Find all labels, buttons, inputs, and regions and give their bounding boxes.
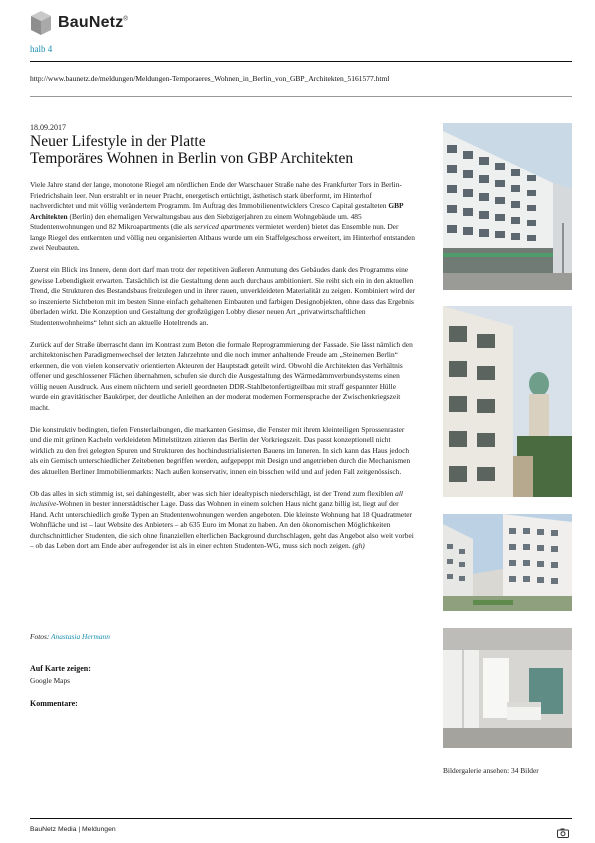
gallery-image-3[interactable] bbox=[443, 514, 572, 611]
google-maps-link[interactable]: Google Maps bbox=[30, 676, 71, 685]
footer-text: BauNetz Media | Meldungen bbox=[30, 826, 116, 833]
gallery-link[interactable]: Bildergalerie ansehen: 34 Bilder bbox=[443, 766, 539, 775]
photographer-link[interactable]: Anastasia Hermann bbox=[51, 632, 110, 641]
map-heading: Auf Karte zeigen: bbox=[30, 664, 91, 673]
logo-cube-icon bbox=[30, 10, 52, 36]
footer-divider bbox=[30, 818, 572, 819]
header-divider bbox=[30, 61, 572, 62]
section-link[interactable]: halb 4 bbox=[30, 44, 53, 54]
architect-name: GBP Architekten bbox=[30, 201, 404, 221]
paragraph-4: Die konstruktiv bedingten, tiefen Fensterlaibungen, die markanten Gesimse, die Fenster mit ihrem kleinteiligen Sprossenraster und die mit grünen Kacheln verkleideten Mittelstützen zitieren das Berlin der Vorkriegszeit. Das passt konzeptionell nicht wirklich zu den frei gelegten Spuren und Strukturen des hochindustrialisierten Bauens im Inneren. In sich kann das Haus jedoch als ein Gemisch unterschiedlicher Zeitebenen begriffen werden, aufgepeppt mit Design und angetrieben durch die Mechanismen des aktuellen Berliner Immobilienmarkts: Nach außen konservativ, innen ein bisschen wild und auf jeden Fall zeitgenössisch. bbox=[30, 424, 411, 476]
gallery-image-1[interactable] bbox=[443, 123, 572, 290]
brand-name: BauNetz® bbox=[58, 14, 129, 31]
paragraph-5: Ob das alles in sich stimmig ist, sei dahingestellt, aber was sich hier idealtypisch niederschlägt, ist der Trend zum flexiblen all inclusive-Wohnen in bester innerstädtischer Lage. Dass das Wohnen in einem solchen Haus nicht ganz billig ist, liegt auf der Hand. Acht unterschiedlich große Typen an Studentenwohnungen werden angeboten. Die kleinste Wohnung hat 18 Quadratmeter Wohnfläche und ist – laut Website des Anbieters – ab 635 Euro im Monat zu haben. An den ökonomischen Möglichkeiten durchschnittlicher Studenten, die sich ohne finanziellen elterlichen Background durchschlagen, geht das Angebot also weit vorbei – ob das Leben dort am Ende aber aufregender ist als in einer echten Studenten-WG, muss sich noch zeigen. (gh) bbox=[30, 488, 414, 550]
article-title bbox=[30, 133, 430, 167]
comments-heading: Kommentare: bbox=[30, 699, 78, 708]
photo-credit: Fotos: Anastasia Hermann bbox=[30, 632, 110, 641]
camera-icon[interactable] bbox=[557, 825, 569, 835]
article-url: http://www.baunetz.de/meldungen/Meldungen-Temporaeres_Wohnen_in_Berlin_von_GBP_Architekten_5161577.html bbox=[30, 74, 390, 83]
paragraph-2: Zuerst ein Blick ins Innere, denn dort darf man trotz der repetitiven äußeren Anmutung des Gebäudes dank des Programms eine gewisse Lebendigkeit erwarten. Tatsächlich ist die Gestaltung denn auch durchaus ambitioniert. Sie reiht sich ein in den aktuellen Trend, die Strukturen des Bestandsbaus freizulegen und in ihrer rauen, unverkleideten Materialität zu zeigen. Kombiniert wird der so inszenierte Sichtbeton mit im besten Sinne einfach gehaltenen Einbauten und farbigen Designobjekten, ohne dass das Ergebnis überladen wirkt. Die Konzeption und Gestaltung der großzügigen Lobby dieser neuen Art „privatwirtschaftlichen Studentenwohnheims“ lehnt sich an aktuelle Hoteltrends an. bbox=[30, 265, 415, 327]
title-line-2: Temporäres Wohnen in Berlin von GBP Architekten bbox=[30, 150, 354, 167]
title-line-1: Neuer Lifestyle in der Platte bbox=[30, 133, 206, 150]
article-body bbox=[30, 180, 416, 563]
paragraph-1: Viele Jahre stand der lange, monotone Riegel am nördlichen Ende der Warschauer Straße nahe des Frankfurter Tors in Berlin-Friedrichshain leer. Nun erstrahlt er in neuer Pracht, energetisch ertüchtigt, ästhetisch stark überformt, im Hinterhof nachverdichtet und mit völlig verändertem Programm. Im Auftrag des Immobilienentwicklers Cresco Capital gestalteten GBP Architekten (Berlin) den ehemaligen Verwaltungsbau aus den Siebzigerjahren zu einem Wohngebäude um. 485 Studentenwohnungen und 82 Mikroapartments (die als serviced apartments vermietet werden) bietet das Ensemble nun. Der lange Riegel des entkernten und völlig neu organisierten Altbaus wurde um ein Staffelgeschoss erweitert, im Hinterhof entstanden zwei Neubauten. bbox=[30, 180, 415, 252]
author-initials: (gh) bbox=[352, 541, 365, 550]
baunetz-logo[interactable] bbox=[30, 8, 150, 38]
article-date: 18.09.2017 bbox=[30, 123, 66, 132]
gallery-image-4[interactable] bbox=[443, 628, 572, 748]
paragraph-3: Zurück auf der Straße überrascht dann im Kontrast zum Beton die formale Reprogrammierung der Fassade. Sie lässt nämlich den architektonischen Paradigmenwechsel der letzten Jahrzehnte und die noch immer anhaltende Freude am „Steinernen Berlin“ erkennen, die von vielen konservativ orientierten Akteuren der Hauptstadt geteilt wird. Obwohl die Architekten das Verhältnis offener und geschlossener Flächen übernahmen, schufen sie durch die Ausgestaltung des Wärmedämmverbundsystems einen völlig neuen Ausdruck. Aus einem nüchtern und seriell geordneten DDR-Stahlbetonfertigteilbau mit straff gespannter Hülle wurde ein gravitätischer Baukörper, der deutliche Anleihen an der moderat modernen Formensprache der Zwischenkriegszeit macht. bbox=[30, 339, 413, 412]
url-divider bbox=[30, 96, 572, 97]
gallery-image-2[interactable] bbox=[443, 306, 572, 497]
